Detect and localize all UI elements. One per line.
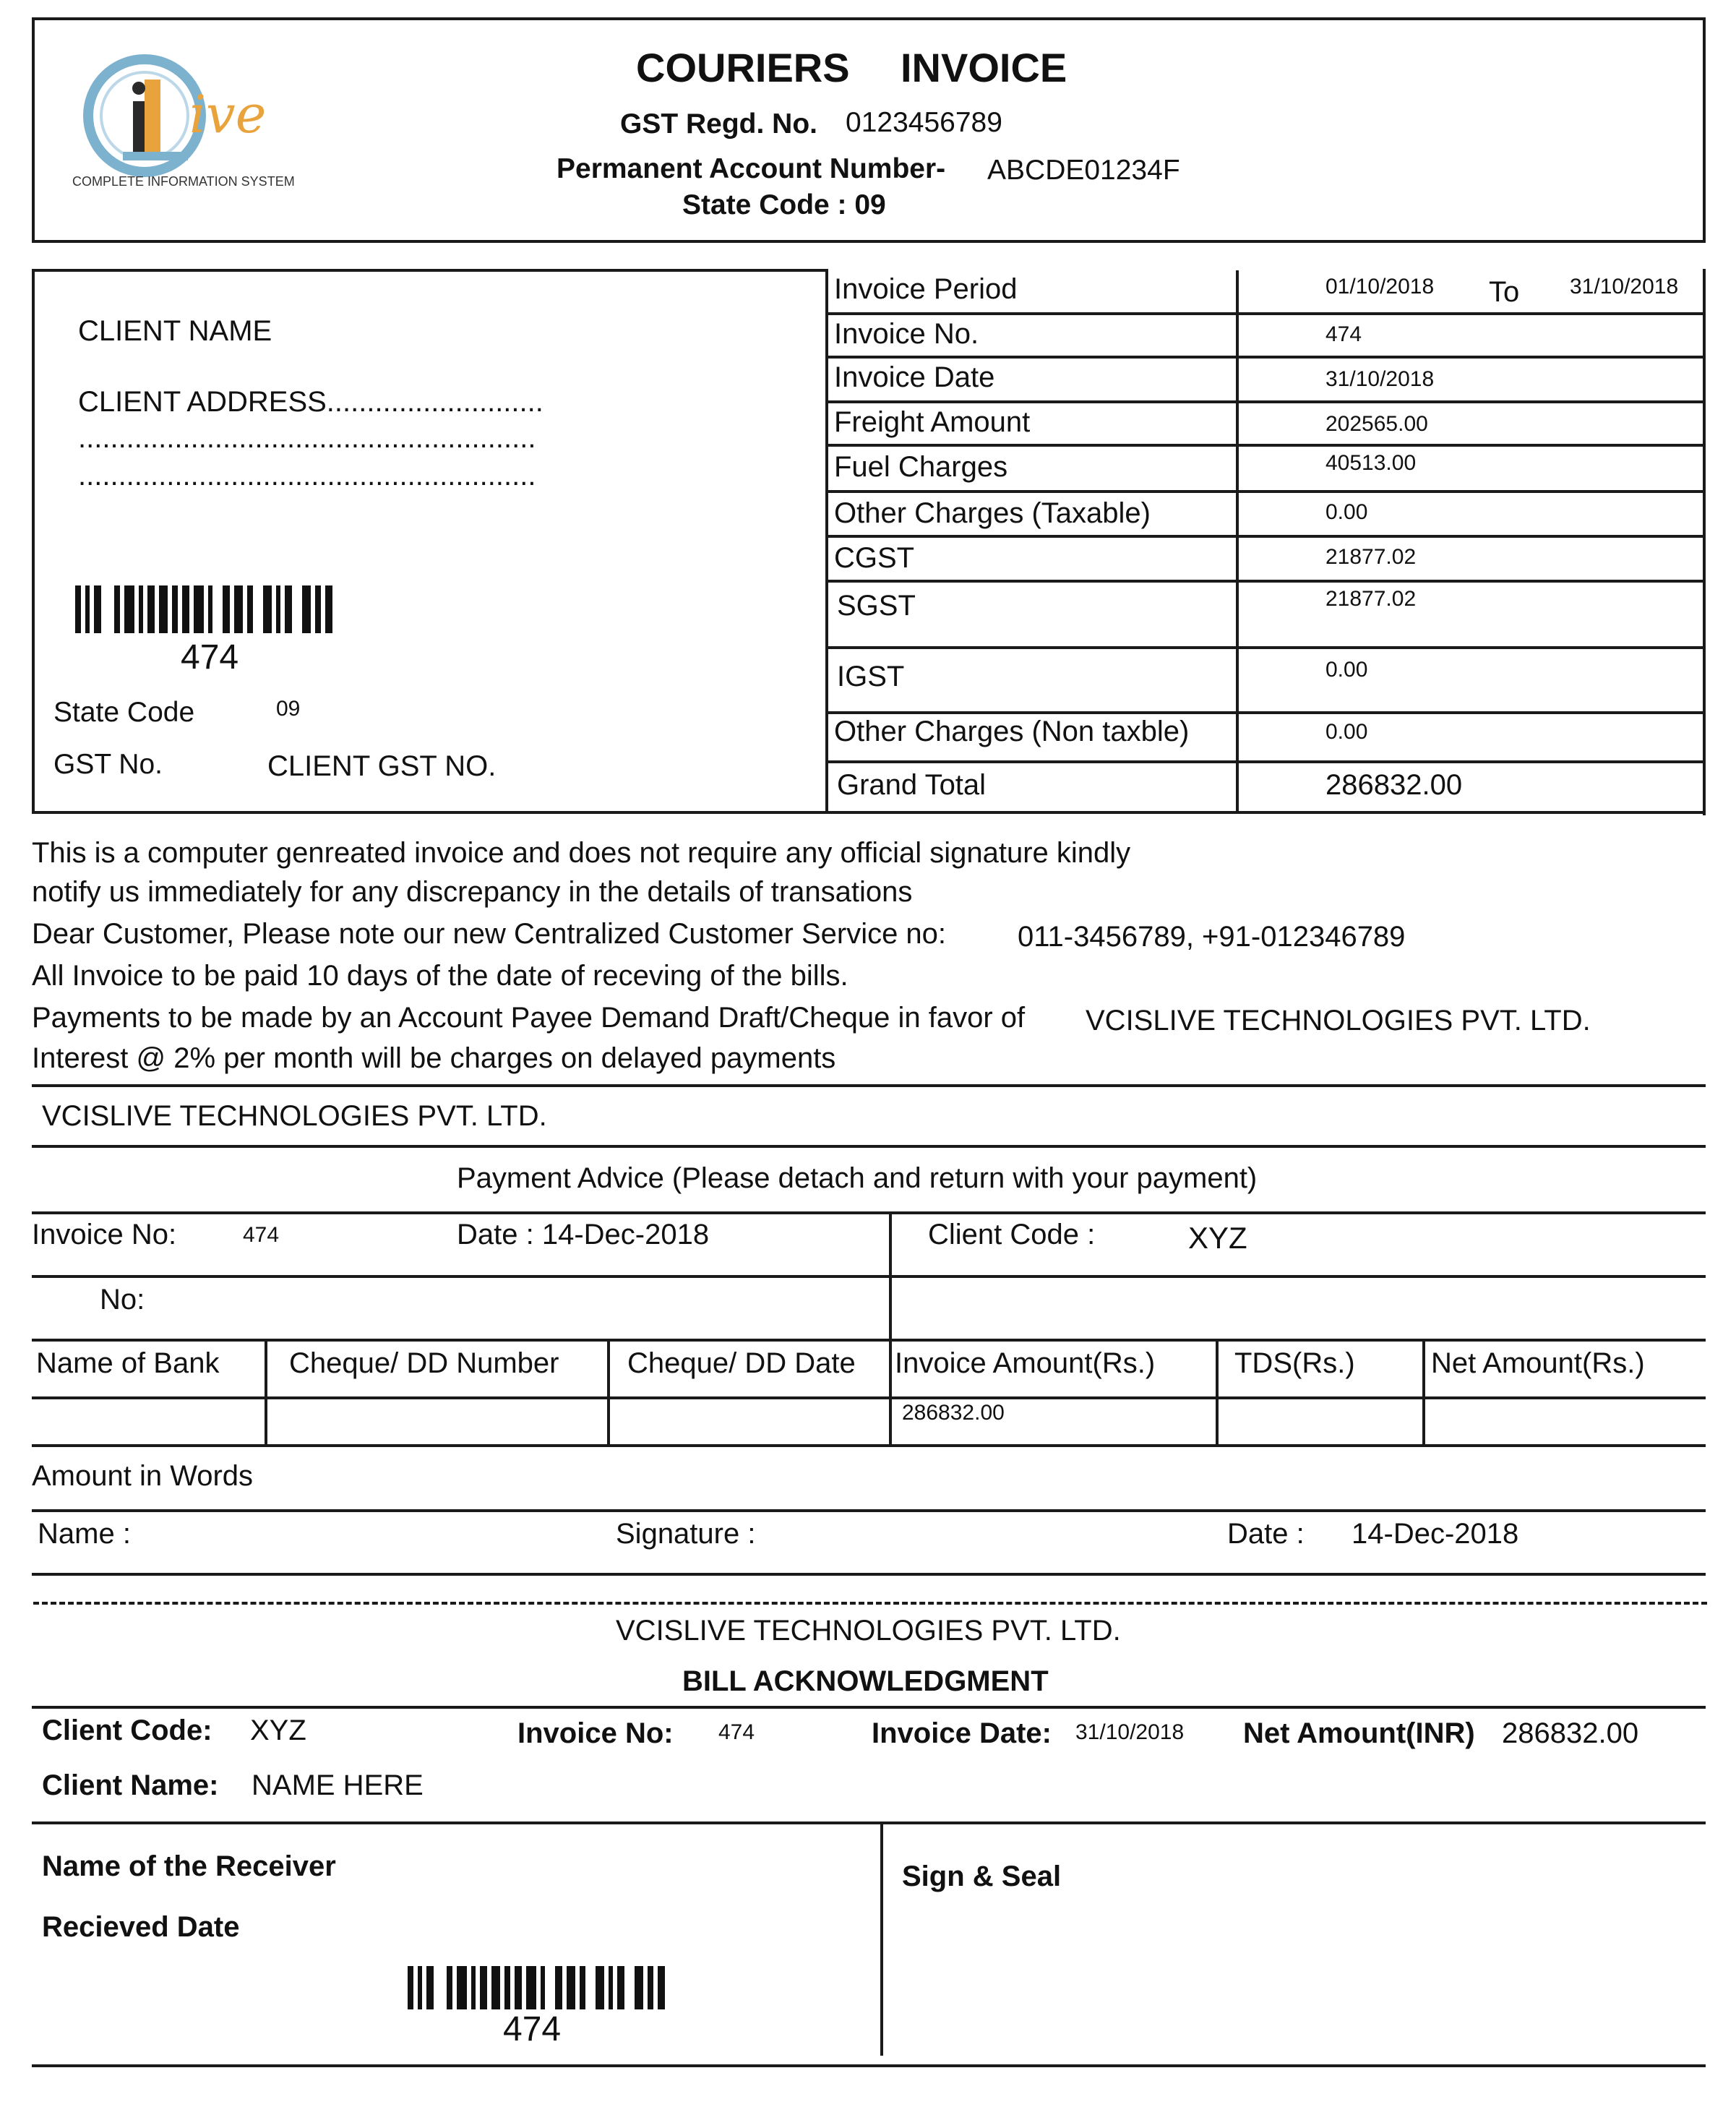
advice-client-code-value: XYZ	[1188, 1221, 1247, 1255]
ack-barcode-number: 474	[503, 2010, 562, 2048]
summary-row-label: Fuel Charges	[834, 451, 1008, 483]
summary-line	[825, 312, 1706, 315]
advice-date: Date : 14-Dec-2018	[457, 1219, 710, 1250]
ack-company: VCISLIVE TECHNOLOGIES PVT. LTD.	[616, 1615, 1121, 1647]
advice-title: Payment Advice (Please detach and return with your payment)	[457, 1162, 1258, 1194]
column-header: Name of Bank	[36, 1347, 220, 1379]
ack-net-amount-value: 286832.00	[1502, 1717, 1639, 1749]
ack-title: BILL ACKNOWLEDGMENT	[682, 1665, 1049, 1697]
column-header: TDS(Rs.)	[1234, 1347, 1355, 1379]
column-divider	[265, 1339, 267, 1446]
summary-line	[825, 760, 1706, 763]
ack-invoice-date-label: Invoice Date:	[872, 1717, 1052, 1749]
summary-line	[825, 490, 1706, 493]
ack-client-name-label: Client Name:	[42, 1769, 219, 1801]
summary-row-label: Other Charges (Non taxble)	[834, 716, 1190, 747]
advice-name-label: Name :	[38, 1518, 131, 1550]
advice-line	[32, 1275, 1706, 1278]
client-address-line-3: .........................................................	[78, 460, 536, 492]
grand-total-label: Grand Total	[837, 769, 987, 801]
ack-client-name-value: NAME HERE	[252, 1769, 424, 1801]
note-line: This is a computer genreated invoice and does not require any official signature kindly	[32, 837, 1131, 869]
ack-line	[32, 1706, 1706, 1709]
summary-row-label: SGST	[837, 590, 916, 622]
advice-line	[32, 1084, 1706, 1087]
client-gst-label: GST No.	[53, 749, 163, 780]
summary-line	[825, 535, 1706, 538]
state-code-header: State Code : 09	[682, 189, 886, 220]
logo-text: ive	[189, 84, 267, 145]
summary-line	[825, 444, 1706, 447]
sign-seal-label: Sign & Seal	[902, 1861, 1062, 1892]
summary-row-value: 31/10/2018	[1325, 367, 1435, 391]
summary-row-label: Invoice Date	[834, 361, 995, 393]
pan-value: ABCDE01234F	[987, 155, 1180, 186]
advice-company: VCISLIVE TECHNOLOGIES PVT. LTD.	[42, 1100, 547, 1132]
grand-total-value: 286832.00	[1325, 769, 1463, 801]
invoice-period-from: 01/10/2018	[1325, 275, 1435, 299]
note-line: Interest @ 2% per month will be charges on delayed payments	[32, 1042, 836, 1074]
summary-line	[825, 400, 1706, 403]
advice-date2-label: Date :	[1227, 1518, 1305, 1550]
ack-barcode	[408, 1966, 669, 2009]
receiver-name-label: Name of the Receiver	[42, 1850, 336, 1882]
advice-line	[32, 1573, 1706, 1576]
column-header: Invoice Amount(Rs.)	[895, 1347, 1156, 1379]
header-title-right: INVOICE	[901, 45, 1067, 90]
advice-no-label: No:	[100, 1284, 145, 1316]
summary-row-value: 0.00	[1325, 500, 1368, 524]
summary-row-label: CGST	[834, 542, 915, 574]
client-address-line-2: .........................................................	[78, 422, 536, 454]
note-line: All Invoice to be paid 10 days of the date of receving of the bills.	[32, 960, 848, 992]
client-state-code-value: 09	[276, 697, 301, 721]
summary-mid-border	[1236, 270, 1239, 814]
advice-line	[32, 1396, 1706, 1399]
summary-row-value: 474	[1325, 322, 1362, 346]
note-line: Dear Customer, Please note our new Centralized Customer Service no:	[32, 918, 947, 950]
ack-client-code-value: XYZ	[250, 1715, 306, 1746]
summary-row-label: Invoice No.	[834, 318, 979, 350]
column-divider	[1216, 1339, 1219, 1446]
gst-reg-value: 0123456789	[846, 107, 1002, 138]
logo-tagline: COMPLETE INFORMATION SYSTEM	[72, 174, 295, 189]
advice-client-code-label: Client Code :	[928, 1219, 1096, 1250]
advice-divider	[889, 1211, 892, 1446]
client-name: CLIENT NAME	[78, 315, 272, 347]
summary-row-value: 21877.02	[1325, 587, 1417, 611]
advice-line	[32, 1145, 1706, 1148]
invoice-period-to: 31/10/2018	[1570, 275, 1679, 299]
ack-invoice-no-value: 474	[718, 1720, 755, 1744]
ack-divider	[880, 1821, 883, 2056]
column-divider	[607, 1339, 610, 1446]
advice-signature-label: Signature :	[616, 1518, 756, 1550]
summary-line	[825, 811, 1706, 814]
received-date-label: Recieved Date	[42, 1911, 240, 1943]
ack-net-amount-label: Net Amount(INR)	[1243, 1717, 1475, 1749]
ack-line	[32, 2064, 1706, 2067]
note-line: notify us immediately for any discrepancy in the details of transations	[32, 876, 913, 908]
client-state-code-label: State Code	[53, 697, 195, 728]
advice-invoice-amount: 286832.00	[902, 1401, 1005, 1425]
summary-left-border	[825, 269, 828, 814]
summary-line	[825, 646, 1706, 649]
advice-invoice-no-value: 474	[243, 1223, 280, 1247]
summary-row-value: 0.00	[1325, 720, 1368, 744]
advice-line	[32, 1509, 1706, 1512]
advice-date2-value: 14-Dec-2018	[1352, 1518, 1519, 1550]
column-divider	[1422, 1339, 1425, 1446]
advice-line	[32, 1211, 1706, 1214]
note-line: Payments to be made by an Account Payee Demand Draft/Cheque in favor of	[32, 1002, 1026, 1034]
summary-row-label: IGST	[837, 661, 905, 692]
summary-row-label: Freight Amount	[834, 406, 1031, 438]
ack-invoice-date-value: 31/10/2018	[1075, 1720, 1185, 1744]
ack-line	[32, 1821, 1706, 1824]
client-gst-value: CLIENT GST NO.	[267, 750, 497, 782]
summary-row-label: Other Charges (Taxable)	[834, 497, 1151, 529]
advice-line	[32, 1339, 1706, 1342]
payee-name: VCISLIVE TECHNOLOGIES PVT. LTD.	[1086, 1005, 1591, 1037]
client-box	[32, 269, 828, 814]
advice-invoice-no-label: Invoice No:	[32, 1219, 177, 1250]
invoice-period-to-label: To	[1489, 276, 1520, 308]
tear-off-line	[33, 1602, 1707, 1605]
amount-in-words-label: Amount in Words	[32, 1460, 254, 1492]
summary-row-value: 21877.02	[1325, 545, 1417, 569]
column-header: Net Amount(Rs.)	[1431, 1347, 1645, 1379]
header-title-left: COURIERS	[636, 45, 850, 90]
client-barcode-number: 474	[181, 638, 239, 677]
summary-right-border	[1703, 269, 1706, 815]
client-address: CLIENT ADDRESS...........................	[78, 386, 543, 418]
pan-label: Permanent Account Number-	[557, 153, 946, 184]
column-header: Cheque/ DD Number	[289, 1347, 559, 1379]
gst-reg-label: GST Regd. No.	[620, 108, 817, 140]
company-logo	[72, 51, 304, 195]
summary-row-value: 202565.00	[1325, 412, 1428, 436]
summary-line	[825, 580, 1706, 583]
summary-line	[825, 711, 1706, 714]
summary-row-value: 0.00	[1325, 658, 1368, 682]
column-header: Cheque/ DD Date	[627, 1347, 856, 1379]
summary-line	[825, 356, 1706, 359]
client-barcode	[75, 585, 337, 633]
invoice-period-label: Invoice Period	[834, 273, 1018, 305]
service-numbers: 011-3456789, +91-012346789	[1018, 921, 1406, 953]
ack-invoice-no-label: Invoice No:	[517, 1717, 674, 1749]
advice-line	[32, 1444, 1706, 1447]
summary-row-value: 40513.00	[1325, 451, 1417, 475]
ack-client-code-label: Client Code:	[42, 1715, 212, 1746]
